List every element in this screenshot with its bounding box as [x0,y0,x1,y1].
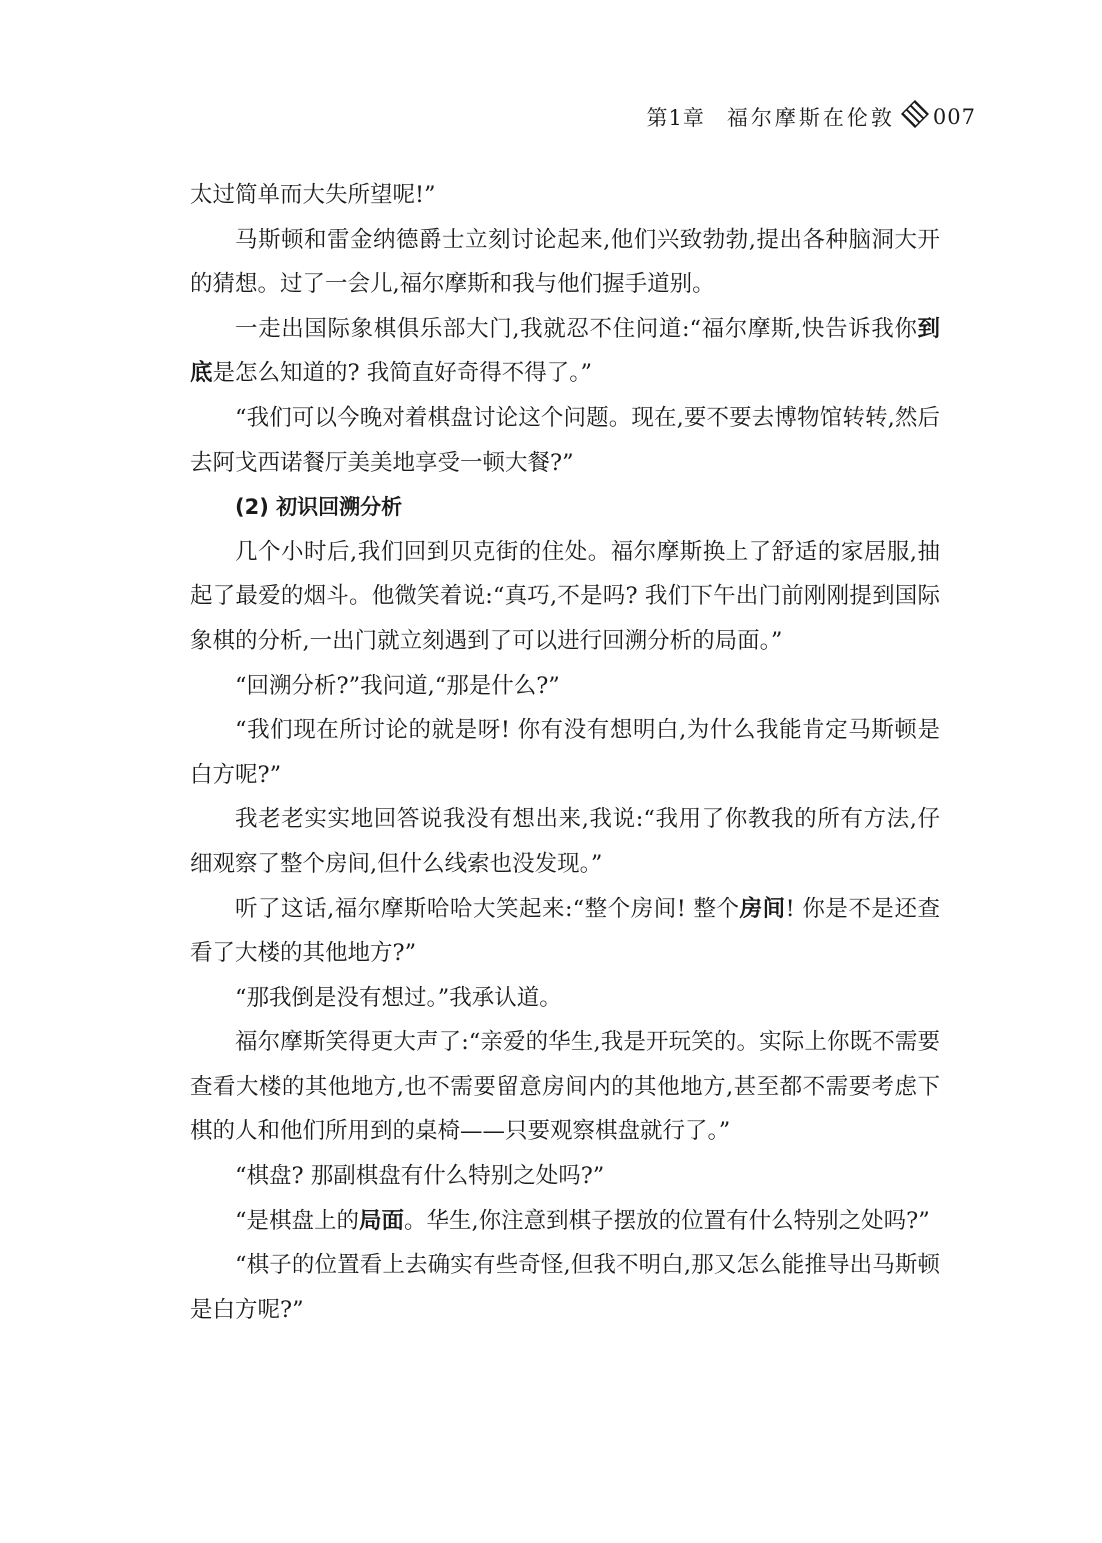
paragraph-3 [190,307,940,396]
paragraph-2: 马斯顿和雷金纳德爵士立刻讨论起来,他们兴致勃勃,提出各种脑洞大开的猜想。过了一会儿,福尔摩斯和我与他们握手道别。 [190,226,940,298]
paragraph-14: “棋子的位置看上去确实有些奇怪,但我不明白,那又怎么能推导出马斯顿是白方呢?” [190,1252,940,1323]
paragraph-6: “回溯分析?”我问道,“那是什么?” [235,672,560,699]
paragraph-3-text-a: 一走出国际象棋俱乐部大门,我就忍不住问道:“福尔摩斯,快告诉我你 [235,315,918,342]
paragraph-4: “我们可以今晚对着棋盘讨论这个问题。现在,要不要去博物馆转转,然后去阿戈西诺餐厅美美地享受一顿大餐?” [190,404,940,476]
paragraph-10: “那我倒是没有想过。”我承认道。 [235,984,562,1011]
paragraph-7: “我们现在所讨论的就是呀! 你有没有想明白,为什么我能肯定马斯顿是白方呢?” [190,717,940,788]
emphasis-jumian: 局面 [359,1207,405,1234]
paragraph-1: 太过简单而大失所望呢!” [190,182,436,208]
page-number: 007 [932,104,976,129]
paragraph-12: “棋盘? 那副棋盘有什么特别之处吗?” [235,1163,605,1190]
paragraph-11: 福尔摩斯笑得更大声了:“亲爱的华生,我是开玩笑的。实际上你既不需要查看大楼的其他地方,也不需要留意房间内的其他地方,甚至都不需要考虑下棋的人和他们所用到的桌椅——只要观察棋盘就行了。” [190,1029,940,1145]
paragraph-3-text-b: 是怎么知道的? 我简直好奇得不得了。” [212,360,592,387]
emphasis-fangjian: 房间 [739,895,786,922]
paragraph-13-text-b: 。华生,你注意到棋子摆放的位置有什么特别之处吗?” [404,1207,930,1234]
paragraph-9 [190,887,940,976]
paragraph-13 [190,1199,940,1244]
striped-diamond-icon [901,100,929,133]
paragraph-13-text-a: “是棋盘上的 [235,1207,360,1234]
body-text [190,173,940,1332]
emphasis-daodi: 到底 [190,315,940,387]
section-heading: (2) 初识回溯分析 [235,495,403,520]
running-header [647,100,976,133]
paragraph-9-text-b: ! 你是不是还查看了大楼的其他地方?” [190,895,940,967]
paragraph-5: 几个小时后,我们回到贝克街的住处。福尔摩斯换上了舒适的家居服,抽起了最爱的烟斗。他微笑着说:“真巧,不是吗? 我们下午出门前刚刚提到国际象棋的分析,一出门就立刻遇到了可以进行回溯分析的局面。” [190,538,940,654]
paragraph-8: 我老老实实地回答说我没有想出来,我说:“我用了你教我的所有方法,仔细观察了整个房间,但什么线索也没发现。” [190,806,940,877]
book-title: 福尔摩斯在伦敦 [726,105,895,130]
chapter-label: 第1章 [646,105,705,130]
paragraph-9-text-a: 听了这话,福尔摩斯哈哈大笑起来:“整个房间! 整个 [235,895,740,922]
